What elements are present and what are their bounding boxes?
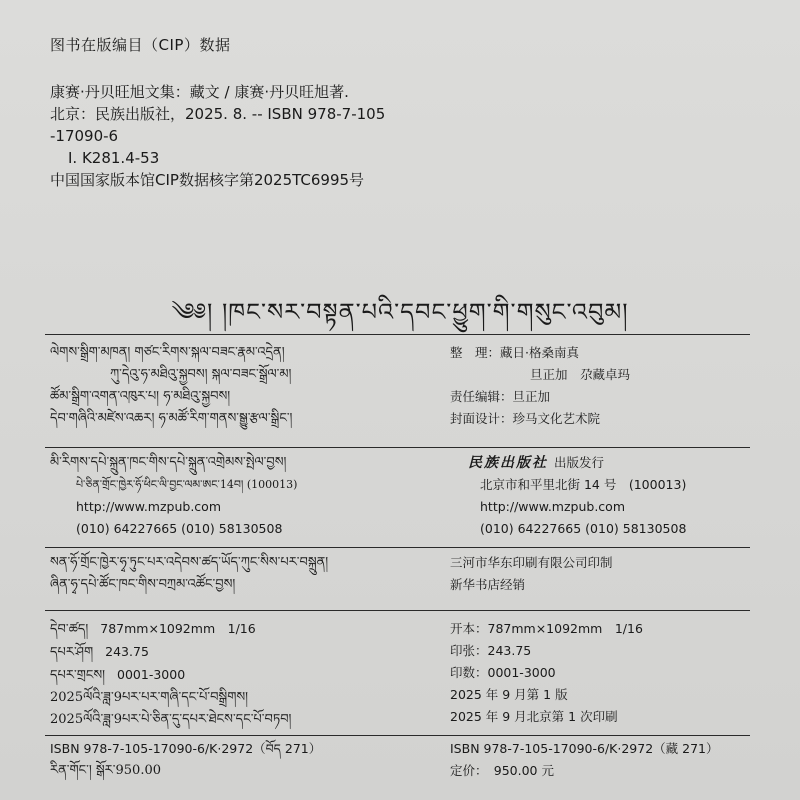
printing-block — [50, 552, 750, 602]
spec-tib-printing: 2025ལོའི་ཟླ་9པར་པེ་ཅིན་དུ་དཔར་ཐེངས་དང་པོ་བཏབ། — [50, 712, 292, 727]
cip-block — [50, 34, 750, 191]
spec-tib-print-run-value: 0001-3000 — [117, 667, 186, 682]
divider — [45, 334, 750, 335]
credit-tib-editors: ལེགས་སྒྲིག་མཁན། གཙང་རིགས་སྐལ་བཟང་རྣམ་འདྲེན། — [50, 345, 285, 360]
spec-tib-format-value: 787mm×1092mm 1/16 — [100, 621, 256, 636]
credit-tib-cover: དེབ་གཞིའི་མཛེས་འཆར། ཧ་མཚོ་རིག་གནས་སྒྱུ་རྩལ་སྒྲིང་། — [50, 411, 293, 426]
publisher-zh-address: 北京市和平里北街 14 号 (100013) — [480, 477, 687, 492]
cip-line-record-number: 中国国家版本馆CIP数据核字第2025TC6995号 — [50, 171, 365, 189]
publisher-tib-address: པེ་ཅིན་གྲོང་ཁྱེར་ཧོ་ཕིང་ལི་བྱང་ལམ་ཨང་14བ། (100013) — [76, 478, 298, 491]
specs-block — [50, 618, 750, 730]
spec-tib-format-label: དེབ་ཚད། — [50, 622, 89, 637]
credits-block — [50, 342, 750, 442]
isbn-price-block — [50, 738, 750, 788]
book-title-tibetan: ༄༅། །ཁང་སར་བསྟན་པའི་དབང་ཕྱུག་གི་གསུང་འབུམ། — [171, 298, 629, 326]
publisher-tib-phone: (010) 64227665 (010) 58130508 — [76, 521, 283, 536]
isbn-tib: ISBN 978-7-105-17090-6/K·2972（བོད 271） — [50, 741, 322, 756]
spec-tib-sheets-value: 243.75 — [105, 644, 149, 659]
spec-tib-edition: 2025ལོའི་ཟླ་9པར་པར་གཞི་དང་པོ་བསྒྲིགས། — [50, 690, 249, 705]
credit-tib-editors-2: ཀུ་དེའུ་ཧ་མཐིའུ་སྐྱབས། སྐལ་བཟང་སྒྲོལ་མ། — [110, 367, 292, 382]
spec-zh-sheets: 印张：243.75 — [450, 643, 532, 658]
credit-tib-responsible: ཚོམ་སྒྲིག་འགན་འཁུར་པ། ཧ་མཐིའུ་སྐྱབས། — [50, 389, 231, 404]
publisher-logo: 民族出版社 — [468, 455, 548, 471]
spec-tib-sheets — [50, 641, 450, 664]
divider — [45, 547, 750, 548]
isbn-zh: ISBN 978-7-105-17090-6/K·2972（藏 271） — [450, 741, 719, 756]
spec-tib-format — [50, 618, 450, 641]
publisher-block — [50, 452, 750, 544]
credit-zh-cover: 封面设计：珍马文化艺术院 — [450, 411, 601, 426]
spec-zh-edition: 2025 年 9 月第 1 版 — [450, 687, 568, 702]
cip-line-isbn-cont: -17090-6 — [50, 127, 119, 145]
divider — [45, 735, 750, 736]
cip-line-classification: I. K281.4-53 — [68, 149, 160, 167]
spec-tib-print-run — [50, 664, 450, 687]
cip-title: 图书在版编目（CIP）数据 — [50, 36, 231, 54]
divider — [45, 447, 750, 448]
spec-zh-printing: 2025 年 9 月北京第 1 次印刷 — [450, 709, 618, 724]
credit-zh-responsible: 责任编辑：旦正加 — [450, 389, 551, 404]
printing-tib-printer: སན་ཧོ་གྲོང་ཁྱེར་ཧྭ་ཏུང་པར་འདེབས་ཚད་ཡོད་ཀུང་སིས་པར་བསྐྲུན། — [50, 555, 329, 570]
spec-tib-sheets-label: དཔར་ཤོག — [50, 645, 94, 660]
divider — [45, 610, 750, 611]
price-zh: 定价： 950.00 元 — [450, 763, 554, 778]
publisher-zh-website: http://www.mzpub.com — [480, 499, 625, 514]
credit-zh-editors: 整 理：藏日·格桑南真 — [450, 345, 579, 360]
printing-zh-printer: 三河市华东印刷有限公司印制 — [450, 555, 613, 570]
printing-zh-distributor: 新华书店经销 — [450, 577, 526, 592]
publisher-zh-role: 出版发行 — [554, 455, 605, 470]
credit-zh-editors-2: 旦正加 尕藏卓玛 — [530, 367, 631, 382]
printing-tib-distributor: ཞིན་ཧྭ་དཔེ་ཚོང་ཁང་གིས་བཀྲམ་འཚོང་བྱས། — [50, 577, 236, 592]
spec-zh-format: 开本：787mm×1092mm 1/16 — [450, 621, 643, 636]
publisher-zh-phone: (010) 64227665 (010) 58130508 — [480, 521, 687, 536]
price-tib: རིན་གོང་། སྒོར་950.00 — [50, 763, 161, 778]
cip-line-author: 康赛·丹贝旺旭文集：藏文 / 康赛·丹贝旺旭著. — [50, 83, 349, 101]
publisher-tib-name: མི་རིགས་དཔེ་སྐྲུན་ཁང་གིས་དཔེ་སྐྲུན་འགྲེམས་སྤེལ་བྱས། — [50, 455, 287, 470]
publisher-tib-website: http://www.mzpub.com — [76, 499, 221, 514]
spec-zh-print-run: 印数：0001-3000 — [450, 665, 556, 680]
cip-line-publisher: 北京：民族出版社，2025. 8. -- ISBN 978-7-105 — [50, 105, 386, 123]
spec-tib-print-run-label: དཔར་གྲངས། — [50, 668, 106, 683]
